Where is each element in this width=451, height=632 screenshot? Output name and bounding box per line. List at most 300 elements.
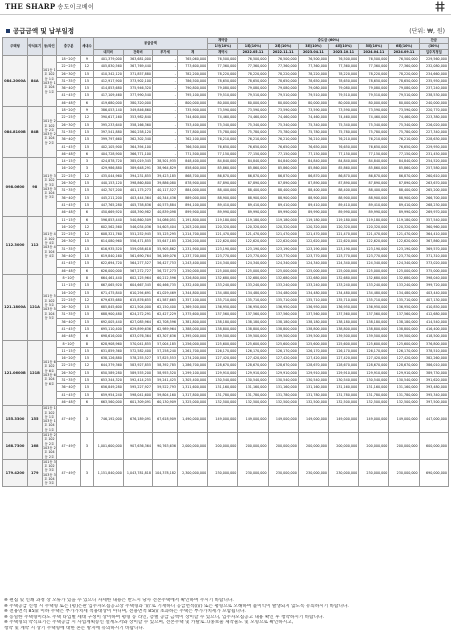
amount-cell: 1,299,100,000 [177,369,207,376]
header-land: 대지비 [93,50,123,56]
amount-cell: 120,320,000 [389,223,419,230]
amount-cell: 60,212,596 [152,274,177,281]
amount-cell: 131,160,000 [268,384,298,391]
floor-cell: 41~45층 [57,391,81,398]
amount-cell: 602,125,964 [123,274,152,281]
section-title [6,26,74,35]
amount-cell: 858,600,000 [177,165,207,172]
amount-cell: 88,400,000 [329,187,359,194]
amount-cell: 54,603,404 [152,223,177,230]
amount-cell: 679,635,680 [93,296,123,303]
amount-cell: 126,170,000 [359,347,389,354]
floor-cell: 46~48층 [57,99,81,106]
households-cell: 15 [81,253,94,260]
amount-cell: 578,255,527 [123,355,152,362]
amount-cell: 58,392,785 [152,362,177,369]
amount-cell: 119,180,000 [208,216,238,223]
households-cell: 15 [81,70,94,77]
floor-cell: 41~45층 [57,325,81,332]
amount-cell: 357,540,000 [419,216,448,223]
households-cell: 6 [81,398,94,405]
amount-cell: 659,954,240 [93,391,123,398]
amount-cell: 1,191,800,000 [177,216,207,223]
table-row [3,172,449,179]
amount-cell: - [152,143,177,150]
amount-cell: 363,681,000 [123,56,152,63]
amount-cell: 132,680,000 [208,274,238,281]
amount-cell: 237,240,000 [419,85,448,92]
price-table [2,37,449,487]
amount-cell: 88,400,000 [359,187,389,194]
amount-cell: 132,680,000 [359,274,389,281]
amount-cell: 149,000,000 [238,406,268,433]
amount-cell: 124,340,000 [389,260,419,267]
amount-cell: 229,560,000 [419,56,448,63]
amount-cell: 127,420,000 [389,355,419,362]
amount-cell: 131,160,000 [208,384,238,391]
amount-cell: 1,344,800,000 [177,289,207,296]
amount-cell: 782,200,000 [177,70,207,77]
amount-cell: 122,620,000 [268,238,298,245]
amount-cell: 128,670,000 [238,362,268,369]
amount-cell: 397,500,000 [419,398,448,405]
amount-cell: 131,780,000 [268,391,298,398]
amount-cell: 76,210,000 [208,136,238,143]
amount-cell: 124,340,000 [238,260,268,267]
floor-cell: 22~25층 [57,172,81,179]
households-cell: 3 [81,459,94,486]
amount-cell: 138,180,000 [208,318,238,325]
amount-cell: 124,340,000 [359,260,389,267]
amount-cell: - [152,128,177,135]
amount-cell: 1,243,400,000 [177,260,207,267]
amount-cell: 73,590,000 [208,107,238,114]
amount-cell: 125,000,000 [329,267,359,274]
amount-cell: 123,770,000 [298,253,328,260]
amount-cell: 123,190,000 [359,245,389,252]
amount-cell: 124,340,000 [208,260,238,267]
amount-cell: 149,000,000 [268,406,298,433]
amount-cell: 76,650,000 [389,143,419,150]
unit-label: (단위: ₩, 원) [409,28,445,35]
amount-cell: 119,180,000 [268,216,298,223]
amount-cell: 75,780,000 [329,128,359,135]
amount-cell: 137,560,000 [329,311,359,318]
amount-cell: 572,582,400 [123,347,152,354]
amount-cell: 561,690,764 [123,253,152,260]
amount-cell: 131,780,000 [238,391,268,398]
amount-cell: 450,669,920 [93,209,123,216]
amount-cell: 132,500,000 [268,398,298,405]
amount-cell: 138,800,000 [359,325,389,332]
amount-cell: 74,460,000 [329,114,359,121]
header-date-3: 2023.04.11 [298,50,328,56]
amount-cell: 128,670,000 [359,362,389,369]
amount-cell: 121,470,000 [238,231,268,238]
amount-cell: 123,190,000 [208,245,238,252]
amount-cell: 138,800,000 [298,325,328,332]
floor-cell: 14~15층 [57,158,81,165]
table-row [3,362,449,369]
amount-cell: 624,272,291 [123,311,152,318]
amount-cell: 119,180,000 [389,216,419,223]
note-line: 청약 및 계약 시 상기 주택형에 대한 혼돈 방지에 유의하시기 바랍니다. [4,625,145,631]
amount-cell: 386,053,140 [93,107,123,114]
amount-cell: 230,000,000 [238,459,268,486]
amount-cell: 133,240,000 [268,282,298,289]
amount-cell: 89,410,000 [329,201,359,208]
area-cell: 84A [28,56,43,107]
header-mid: 중도금 (60%) [238,38,419,44]
amount-cell: 228,630,000 [419,136,448,143]
amount-cell: 126,170,000 [238,347,268,354]
area-cell: 112 [28,216,43,274]
amount-cell: 402,105,900 [93,143,123,150]
households-cell: 12 [81,362,94,369]
amount-cell: 1,325,000,000 [177,398,207,405]
amount-cell: 76,650,000 [298,143,328,150]
area-cell: 168 [28,433,43,460]
table-row [3,245,449,252]
households-cell: 15 [81,143,94,150]
households-cell: 15 [81,355,94,362]
floor-cell: 31~35층 [57,187,81,194]
amount-cell: 75,340,000 [359,121,389,128]
header-balance-pct: (30%) [419,44,448,50]
amount-cell: 60,130,909 [152,398,177,405]
floor-cell: 22~25층 [57,231,81,238]
amount-cell: 78,650,000 [238,77,268,84]
type-cell: 084.2000A [3,56,28,107]
households-cell: 3 [81,406,94,433]
amount-cell: 137,560,000 [268,311,298,318]
amount-cell: 89,990,000 [389,209,419,216]
amount-cell: 56,427,753 [152,260,177,267]
amount-cell: 417,109,460 [93,92,123,99]
households-cell: 15 [81,289,94,296]
households-cell: 9 [81,107,94,114]
amount-cell: 373,902,100 [123,77,152,84]
amount-cell: 133,240,000 [389,282,419,289]
amount-cell: 88,900,000 [208,194,238,201]
amount-cell: 546,034,036 [123,223,152,230]
amount-cell: 75,780,000 [238,128,268,135]
amount-cell: 200,000,000 [359,433,389,460]
amount-cell: 121,470,000 [389,231,419,238]
amount-cell: 120,320,000 [268,223,298,230]
amount-cell: 76,210,000 [238,136,268,143]
amount-cell: 78,220,000 [359,70,389,77]
floor-cell: 8~10층 [57,274,81,281]
floor-cell: 41~45층 [57,92,81,99]
header-floor: 층구분 [57,38,81,56]
amount-cell: 76,500,000 [208,56,238,63]
amount-cell: 399,797,660 [93,136,123,143]
amount-cell: 231,450,000 [419,150,448,157]
amount-cell: 74,460,000 [238,114,268,121]
households-cell: 3 [81,158,94,165]
amount-cell: 76,500,000 [389,56,419,63]
amount-cell: 89,990,000 [268,209,298,216]
amount-cell: 129,910,000 [208,369,238,376]
amount-cell: 125,000,000 [359,267,389,274]
amount-cell: 407,130,000 [419,296,448,303]
amount-cell: 132,500,000 [208,398,238,405]
amount-cell: 125,000,000 [298,267,328,274]
households-cell: 15 [81,238,94,245]
amount-cell: 227,340,000 [419,128,448,135]
amount-cell: 765,060,000 [177,56,207,63]
households-cell: 8 [81,340,94,347]
amount-cell: 139,500,000 [268,333,298,340]
amount-cell: 80,000,000 [359,99,389,106]
amount-cell: 128,670,000 [208,362,238,369]
amount-cell: 78,220,000 [268,70,298,77]
table-row [3,209,449,216]
amount-cell: 771,500,000 [177,150,207,157]
amount-cell: 589,555,200 [123,369,152,376]
amount-cell: 130,540,000 [359,377,389,384]
amount-cell: 77,150,000 [268,150,298,157]
amount-cell: 63,307,636 [152,333,177,340]
amount-cell: 132,500,000 [298,398,328,405]
amount-cell: 59,522,793 [152,384,177,391]
amount-cell: 757,800,000 [177,128,207,135]
amount-cell: 389,648,291 [123,165,152,172]
header-mid-1: 1회(10%) [238,44,268,50]
floor-cell: 16~20층 [57,223,81,230]
amount-cell: 685,845,600 [93,304,123,311]
amount-cell: 564,277,527 [123,260,152,267]
amount-cell: 78,220,000 [389,70,419,77]
amount-cell: 132,500,000 [359,398,389,405]
amount-cell: 86,870,000 [329,172,359,179]
table-row [3,201,449,208]
amount-cell: 416,400,000 [419,325,448,332]
amount-cell: 795,100,000 [177,92,207,99]
amount-cell: 223,380,000 [419,114,448,121]
amount-cell: 126,170,000 [329,347,359,354]
type-cell: 155.3300 [3,406,28,433]
amount-cell: 57,004,185 [152,340,177,347]
amount-cell: 688,900,480 [93,311,123,318]
amount-cell: 134,480,000 [329,289,359,296]
amount-cell: 75,780,000 [268,128,298,135]
amount-cell: 75,340,000 [389,121,419,128]
amount-cell: 86,870,000 [389,172,419,179]
amount-cell: 644,379,360 [93,362,123,369]
amount-cell: 371,857,880 [123,70,152,77]
area-cell: 121A [28,274,43,340]
amount-cell: 268,230,000 [419,201,448,208]
notes-block [4,598,447,632]
amount-cell: 79,510,000 [389,92,419,99]
amount-cell: 393,480,000 [419,384,448,391]
note-line: ※ 주택공급 신청 시 주택형 또는 [평]은판 입주자모집공고상 주택형과 '㎡'로 기재하니 공급면적(㎡) 또는 평형으로 오해하여 불이익이 발생되지 않도록 유의하시기 바랍니다. [4,603,349,609]
amount-cell: 695,110,400 [93,325,123,332]
amount-cell: 375,000,000 [419,267,448,274]
amount-cell: 78,650,000 [208,77,238,84]
amount-cell: 130,540,000 [389,377,419,384]
section-title-text: 공급금액 및 납부일정 [13,27,75,35]
amount-cell: 131,160,000 [389,384,419,391]
amount-cell: 440,153,120 [93,180,123,187]
amount-cell: 595,227,927 [123,384,152,391]
amount-cell: 137,560,000 [359,311,389,318]
amount-cell: - [152,70,177,77]
households-cell: 15 [81,92,94,99]
amount-cell: 132,680,000 [329,274,359,281]
households-cell: 12 [81,223,94,230]
amount-cell: 76,210,000 [268,136,298,143]
amount-cell: 1,388,000,000 [177,325,207,332]
amount-cell: 667,065,920 [93,282,123,289]
amount-cell: 398,860,800 [123,180,152,187]
amount-cell: 149,000,000 [329,406,359,433]
amount-cell: 638,126,880 [93,355,123,362]
amount-cell: 447,765,280 [93,201,123,208]
amount-cell: 77,150,000 [389,150,419,157]
amount-cell: 378,510,000 [419,347,448,354]
amount-cell: 79,510,000 [268,92,298,99]
amount-cell: 907,636,364 [123,433,152,460]
amount-cell: 79,510,000 [329,92,359,99]
amount-cell: 90,763,636 [152,433,177,460]
amount-cell: 138,180,000 [298,318,328,325]
amount-cell: 130,540,000 [298,377,328,384]
households-cell: 15 [81,201,94,208]
dongline-cell: 101동 1호 102동 1호 103동 1호 104동 1호 [42,56,57,107]
amount-cell: 125,600,000 [359,340,389,347]
amount-cell: 230,000,000 [389,459,419,486]
floor-cell: 36~40층 [57,253,81,260]
amount-cell: 78,650,000 [389,77,419,84]
amount-cell: 401,175,273 [123,187,152,194]
amount-cell: 269,970,000 [419,209,448,216]
floor-cell: 46~48층 [57,150,81,157]
amount-cell: 123,190,000 [298,245,328,252]
amount-cell: 125,600,000 [298,340,328,347]
amount-cell: 75,780,000 [208,128,238,135]
amount-cell: 87,890,000 [208,180,238,187]
amount-cell: 389,730,000 [419,369,448,376]
amount-cell: 75,340,000 [208,121,238,128]
amount-cell: 608,321,760 [93,231,123,238]
amount-cell: 130,540,000 [268,377,298,384]
table-row [3,260,449,267]
amount-cell: 77,360,000 [298,63,328,70]
amount-cell: 408,390,982 [123,209,152,216]
amount-cell: 567,272,727 [123,267,152,274]
floor-cell: 22~25층 [57,63,81,70]
amount-cell: 121,470,000 [208,231,238,238]
amount-cell: 200,000,000 [238,433,268,460]
amount-cell: 139,500,000 [389,333,419,340]
amount-cell: 135,710,000 [298,296,328,303]
amount-cell: 128,670,000 [298,362,328,369]
amount-cell: 62,708,596 [152,318,177,325]
area-cell: 98 [28,158,43,216]
households-cell: 3 [81,165,94,172]
amount-cell: 442,707,200 [93,187,123,194]
amount-cell: 404,728,900 [93,150,123,157]
amount-cell: 884,000,000 [177,187,207,194]
amount-cell: 391,620,000 [419,377,448,384]
households-cell: 6 [81,209,94,216]
amount-cell: 76,210,000 [389,136,419,143]
amount-cell: 138,180,000 [268,318,298,325]
amount-cell: 85,860,000 [389,165,419,172]
amount-cell: 74,460,000 [298,114,328,121]
amount-cell: 403,440,000 [419,289,448,296]
households-cell: 15 [81,77,94,84]
amount-cell: 77,360,000 [268,63,298,70]
floor-cell: 36~40층 [57,136,81,143]
amount-cell: 139,500,000 [208,333,238,340]
amount-cell: 76,210,000 [298,136,328,143]
amount-cell: 134,480,000 [389,289,419,296]
amount-cell: 78,220,000 [329,70,359,77]
households-cell: 12 [81,296,94,303]
amount-cell: 59,241,425 [152,377,177,384]
table-row [3,304,449,311]
table-row [3,56,449,63]
floor-cell: 46~48층 [57,267,81,274]
amount-cell: 596,853,440 [93,216,123,223]
amount-cell: 570,041,855 [123,340,152,347]
amount-cell: 899,900,000 [177,209,207,216]
table-row [3,311,449,318]
amount-cell: 200,000,000 [329,433,359,460]
amount-cell: 73,590,000 [329,107,359,114]
amount-cell: 364,410,000 [419,231,448,238]
type-cell: 179.4200 [3,459,28,486]
amount-cell: 746,192,000 [93,406,123,433]
amount-cell: - [152,77,177,84]
header-dongline: 동/라인 [42,38,57,56]
amount-cell: 61,029,469 [152,289,177,296]
amount-cell: 86,870,000 [268,172,298,179]
header-contract-1: 1차(10%) [208,44,238,50]
floor-cell: 16~20층 [57,165,81,172]
area-cell: 155 [28,406,43,433]
households-cell: 15 [81,180,94,187]
households-cell: 15 [81,260,94,267]
amount-cell: 135,710,000 [389,296,419,303]
amount-cell: 848,400,000 [177,158,207,165]
brand-name: THE SHARP [5,2,56,11]
amount-cell: 131,160,000 [329,384,359,391]
amount-cell: 429,986,880 [93,165,123,172]
amount-cell: 615,876,655 [123,296,152,303]
amount-cell: 134,480,000 [359,289,389,296]
header-type: 주택형 [3,38,28,56]
amount-cell: 676,189,091 [123,406,152,433]
households-cell: 15 [81,121,94,128]
table-row [3,150,449,157]
amount-cell: 78,650,000 [359,77,389,84]
note-line: ※ 동일한 주택형이라도 주택 타입별 세대 구성이 상이하여 평형 동 라인, 층별 공급 금액이 상이할 수 있으니, 입주자모집공고 내용 확인 후 청약하시기 바랍니다. [4,614,324,620]
amount-cell: 85,860,000 [359,165,389,172]
floor-cell: 16~20층 [57,289,81,296]
amount-cell: 134,480,000 [208,289,238,296]
amount-cell: 136,950,000 [298,304,328,311]
note-line: ※ 주택형의 약식표기는 주택공급 시 사업계획승인 설계도서와 상이할 수 있으며, 견본주택 및 카탈로그/홍보물 제작물도 및 모형으로 확인하시고, [4,620,294,626]
table-row [3,216,449,223]
amount-cell: 149,000,000 [298,406,328,433]
dongline-cell: 101동 2호 102동 2호 103동 2호 104동 2호 [43,433,56,459]
amount-cell: 39,423,185 [152,172,177,179]
